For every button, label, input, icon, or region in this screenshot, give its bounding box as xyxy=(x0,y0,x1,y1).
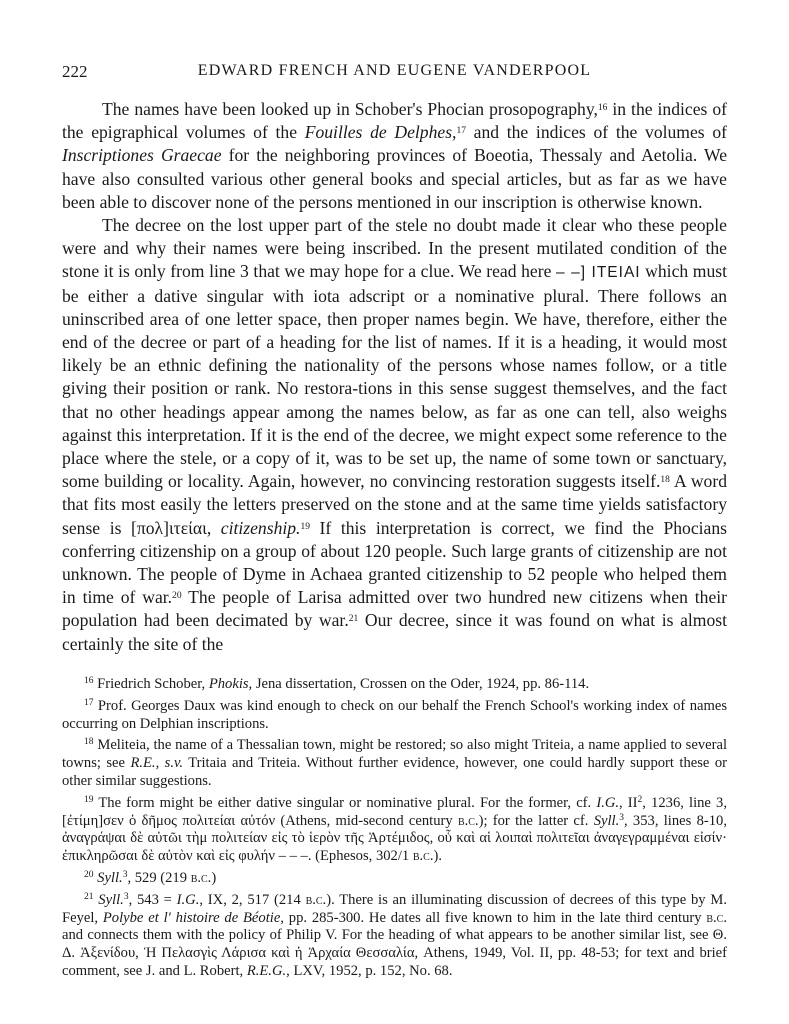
footnote-ref-17[interactable]: 17 xyxy=(456,126,466,137)
footnote-19: $^{19}$ The form might be either dative singular or nominative plural. For the former, cf. I.G., $II^2$, 1236, line 3, [ἐτίμη]σεν ὁ δῆμος πολιτείαι αὐτόν (Athens, mid-second century b.c.); for the latter cf. Syll.$^3$, 353, lines 8-10, ἀναγράψαι δὲ αὐτῶι τὴμ πολιτείαν εἰς τὸ ἱερὸν τῆς Ἀρτέμιδος, οὗ καὶ αἱ λοιπαὶ πολιτεῖαι ἀναγεγραμμέναι εἰσίν· ἐπικληρῶσαι δὲ αὐτὸν καὶ εἰς φυλήν – – –. (Ephesos, 302/1 b.c.). xyxy=(62,794,727,865)
footnote-21: $^{21}$ Syll.$^3$, 543 = I.G., IX, 2, 517 (214 b.c.). There is an illuminating discussion of decrees of this type by M. Feyel, Polybe et l' histoire de Béotie, pp. 285-300. He dates all five known to him in the late third century b.c. and connects them with the policy of Philip V. For the heading of what appears to be another similar list, see Θ. Δ. Ἀξενίδου, Ἡ Πελασγὶς Λάρισα καὶ ἡ Ἀρχαία Θεσσαλία, Athens, 1949, Vol. II, pp. 48-53; for text and brief comment, see J. and L. Robert, R.E.G., LXV, 1952, p. 152, No. 68. xyxy=(62,891,727,979)
footnote-18: $^{18}$ Meliteia, the name of a Thessalian town, might be restored; so also might Triteia, a name applied to several towns; see R.E., s.v. Tritaia and Triteia. Without further evidence, however, one could hardly support these or other similar suggestions. xyxy=(62,737,727,789)
footnote-20: $^{20}$ Syll.$^3$, 529 (219 b.c.) xyxy=(84,869,217,886)
running-head: EDWARD FRENCH AND EUGENE VANDERPOOL xyxy=(197,62,592,79)
main-text xyxy=(62,98,727,656)
inscription-letters: – –] ΙΤΕΙΑΙ xyxy=(555,264,641,282)
footnote-ref-18[interactable]: 18 xyxy=(660,475,670,486)
footnote-16: $^{16}$ Friedrich Schober, Phokis, Jena dissertation, Crossen on the Oder, 1924, pp. 86-114. xyxy=(84,676,590,692)
footnote-ref-16[interactable]: 16 xyxy=(597,103,608,113)
paragraph-1: The names have been looked up in Schober's Phocian prosopography,$^{16}$ in the indices of the epigraphical volumes of the Fouilles de Delphes,$^{17}$ and the indices of the volumes of Inscriptiones Graecae for the neighboring provinces of Boeotia, Thessaly and Aetolia. We have also consulted various other general books and special articles, but as far as we have been able to discover none of the persons mentioned in our inscription is otherwise known. xyxy=(62,99,728,212)
page-header xyxy=(62,62,727,88)
page-number: 222 xyxy=(62,62,88,81)
paragraph-2: The decree on the lost upper part of the stele no doubt made it clear who these people were and why their names were being inscribed. In the present mutilated condition of the stone it is only from line 3 that we may hope for a clue. We read here – –] ΙΤΕΙΑΙ which must be either a dative singular with iota adscript or a nominative plural. There follows an uninscribed area of one letter space, then proper names begin. We have, therefore, either the end of the decree or part of a heading for the list of names. If it is a heading, it would most likely be an ethnic defining the nationality of the persons whose names follow, or a title giving their position or rank. No restora-tions in this sense suggest themselves, and the fact that no other headings appear among the names below, as far as one can tell, also weighs against this interpretation. If it is the end of the decree, we might expect some reference to the place where the stele, or a copy of it, was to be set up, the name of some town or sanctuary, some building or locality. Again, however, no convincing restoration suggests itself.$^{18}$ A word that fits most easily the letters preserved on the stone and at the same time yields satisfactory sense is [πολ]ιτείαι, citizenship.$^{19}$ If this interpretation is correct, we find the Phocians conferring citizenship on a group of about 120 people. Such large grants of citizenship are not unknown. The people of Dyme in Achaea granted citizenship to 52 people who helped them in time of war.$^{20}$ The people of Larisa admitted over two hundred new citizens when their population had been decimated by war.$^{21}$ Our decree, since it was found on what is almost certainly the site of the xyxy=(62,215,728,654)
greek-restoration: [πολ]ιτείαι, xyxy=(131,517,212,538)
footnote-ref-21[interactable]: 21 xyxy=(348,614,359,625)
footnote-ref-19[interactable]: 19 xyxy=(300,521,310,532)
footnote-17: $^{17}$ Prof. Georges Daux was kind enough to check on our behalf the French School's working index of names occurring on Delphian inscriptions. xyxy=(62,697,727,732)
footnotes xyxy=(62,676,727,981)
footnote-ref-20[interactable]: 20 xyxy=(172,591,182,602)
